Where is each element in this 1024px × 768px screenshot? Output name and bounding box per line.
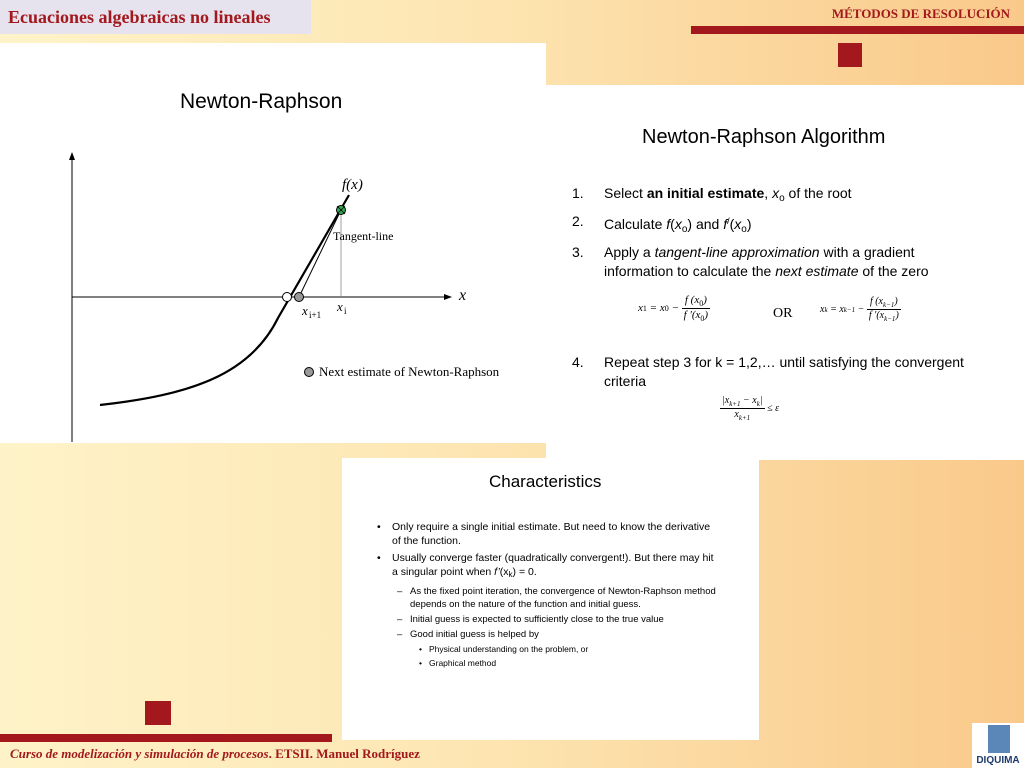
tangent-line xyxy=(299,210,341,297)
characteristics-title: Characteristics xyxy=(489,472,602,491)
legend-marker xyxy=(305,368,314,377)
step-3: 3. Apply a tangent-line approximation with a gradient information to calculate the next estimate of the zero xyxy=(572,244,929,279)
decor-square-bottom xyxy=(145,701,171,725)
xi-label: x xyxy=(337,299,343,314)
bottom-divider xyxy=(0,734,332,742)
sub-bullet-item: – Initial guess is expected to sufficiently close to the true value xyxy=(377,613,717,626)
newton-raphson-graph xyxy=(0,0,546,460)
xi-sub: i xyxy=(344,306,347,316)
formula-convergence: $\frac{|x_{k+1} - x_k|}{x_{k+1}}$ ≤ ε xyxy=(722,395,780,422)
sub-bullet-item: – Good initial guess is helped by xyxy=(377,628,717,641)
footer-credit: Curso de modelización y simulación de procesos. ETSII. Manuel Rodríguez xyxy=(10,746,420,761)
xi1-label: x xyxy=(302,303,308,318)
step-1: 1. Select an initial estimate, $x_o$ of the root xyxy=(572,185,852,204)
characteristics-list xyxy=(377,520,717,671)
decor-square-top xyxy=(838,43,862,67)
bullet-item: • Usually converge faster (quadratically convergent!). But there may hit a singular point when f’(xk) = 0. xyxy=(377,551,717,582)
section-title: MÉTODOS DE RESOLUCIÓN xyxy=(831,6,1010,21)
tangent-label: Tangent-line xyxy=(333,229,394,243)
sub-sub-bullet-item: • Graphical method xyxy=(377,657,717,669)
y-axis-arrow xyxy=(69,152,75,160)
logo-text: DIQUIMA xyxy=(976,755,1020,766)
x-axis-arrow xyxy=(444,294,452,300)
step-2: 2. Calculate $f(x_o)$ and $f^/(x_o)$ xyxy=(572,213,752,235)
formula-first-iterate: x1 = x0 − $\frac{f (x_0)}{f '(x_0)}$ xyxy=(638,294,709,324)
x-axis-label: x xyxy=(459,287,467,304)
diquima-logo xyxy=(972,723,1024,768)
legend-text: Next estimate of Newton-Raphson xyxy=(319,364,500,379)
or-label: OR xyxy=(773,306,793,321)
slide-title: Ecuaciones algebraicas no lineales xyxy=(0,0,311,34)
newton-raphson-title: Newton-Raphson xyxy=(180,90,343,113)
sub-bullet-item: – As the fixed point iteration, the convergence of Newton-Raphson method depends on the nature of the function and initial guess. xyxy=(377,585,717,611)
bullet-item: • Only require a single initial estimate. But need to know the derivative of the function. xyxy=(377,520,717,548)
algorithm-title: Newton-Raphson Algorithm xyxy=(642,126,886,148)
xi1-sub: i+1 xyxy=(309,310,322,320)
algorithm-steps xyxy=(572,184,982,395)
root-point xyxy=(283,293,292,302)
step-4: 4. Repeat step 3 for k = 1,2,… until satisfying the convergent criteria xyxy=(572,354,964,389)
sub-sub-bullet-item: • Physical understanding on the problem, or xyxy=(377,643,717,655)
fx-label: f(x) xyxy=(342,177,363,193)
next-estimate-point xyxy=(295,293,304,302)
formula-general-iterate: xk = xk−1 − $\frac{f (x_{k-1})}{f '(x_{k-1})}$ xyxy=(820,296,899,323)
logo-mark-icon xyxy=(988,725,1010,753)
top-divider xyxy=(691,26,1024,34)
